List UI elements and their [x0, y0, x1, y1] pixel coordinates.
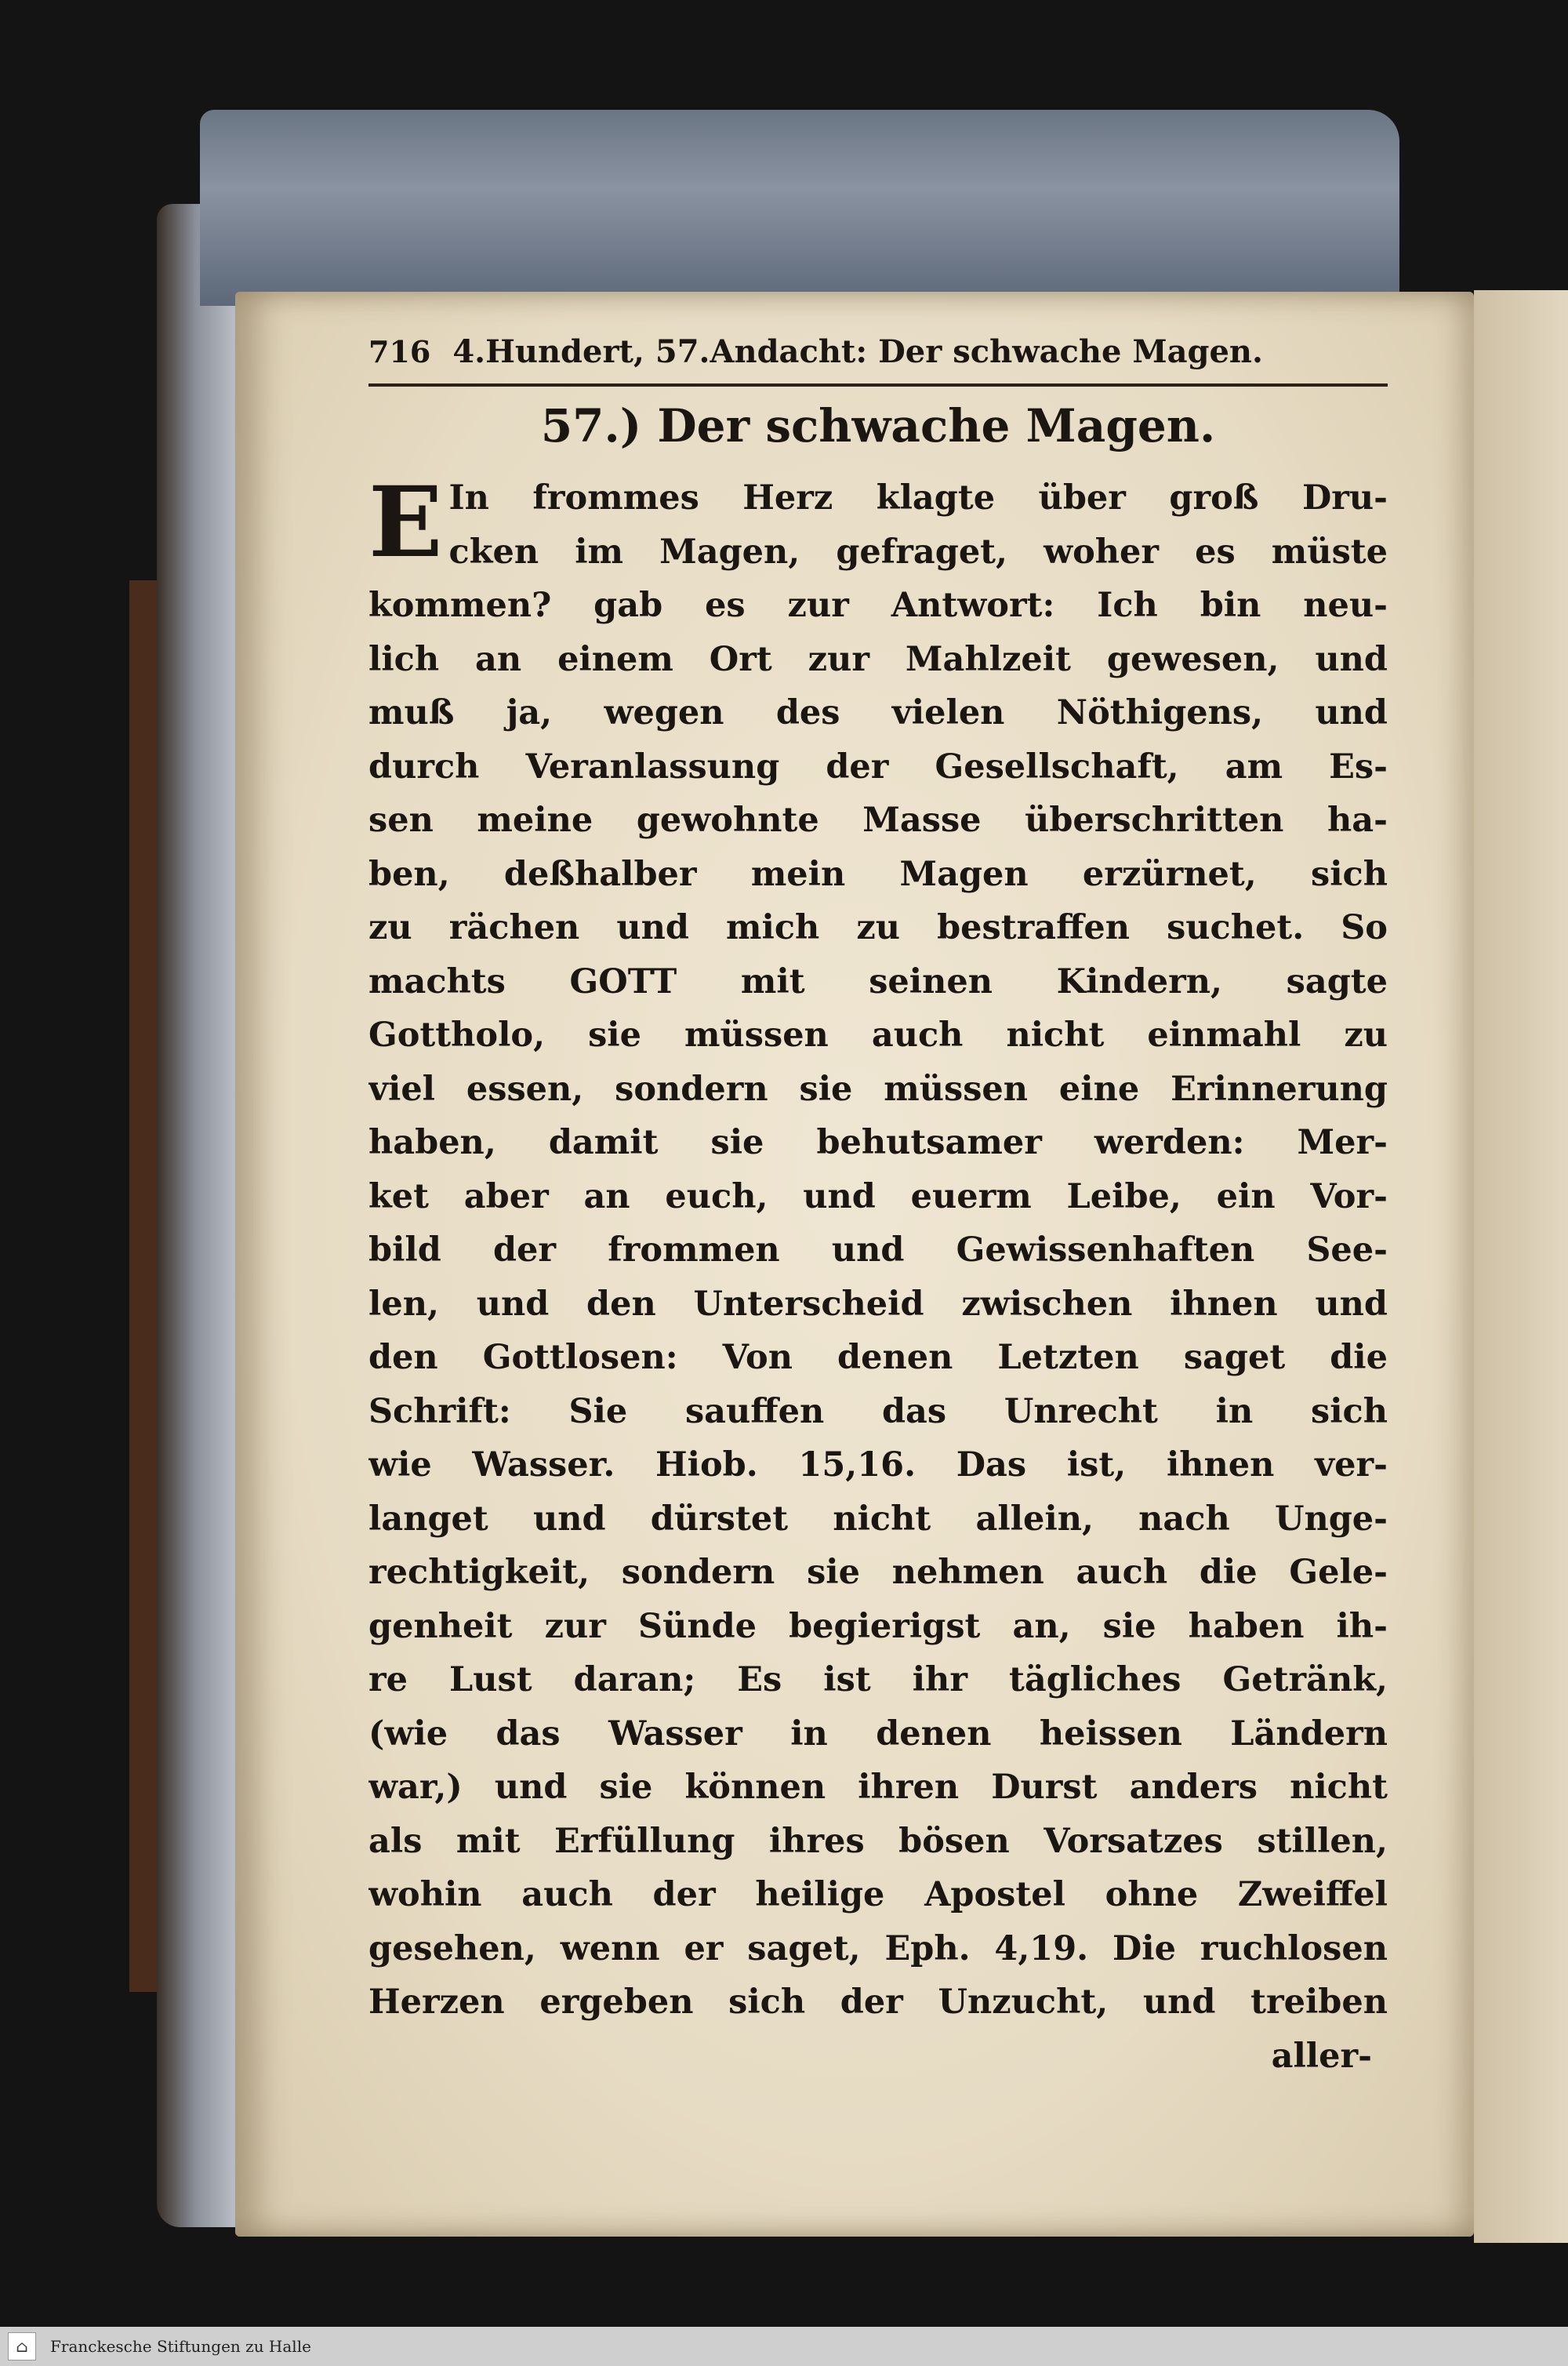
institution-name: Franckesche Stiftungen zu Halle — [50, 2337, 311, 2356]
institution-logo-icon: ⌂ — [8, 2332, 36, 2361]
text-line: bild der frommen und Gewissenhaften See- — [368, 1230, 1388, 1270]
page-text — [368, 333, 1388, 2083]
text-line: langet und dürstet nicht allein, nach Unge- — [368, 1499, 1388, 1539]
text-line: haben, damit sie behutsamer werden: Mer- — [368, 1123, 1388, 1162]
running-title: 4.Hundert, 57.Andacht: Der schwache Magen. — [452, 333, 1263, 370]
text-line: ben, deßhalber mein Magen erzürnet, sich — [368, 854, 1388, 894]
text-line: cken im Magen, gefraget, woher es müste — [448, 532, 1388, 572]
text-line: muß ja, wegen des vielen Nöthigens, und — [368, 693, 1388, 732]
section-heading: 57.) Der schwache Magen. — [540, 399, 1216, 452]
text-line: genheit zur Sünde begierigst an, sie haben ih- — [368, 1606, 1388, 1646]
text-line: re Lust daran; Es ist ihr tägliches Getränk, — [368, 1660, 1388, 1699]
text-line: (wie das Wasser in denen heissen Ländern — [368, 1714, 1388, 1754]
page-number: 716 — [368, 334, 431, 369]
text-line: In frommes Herz klagte über groß Dru- — [448, 478, 1388, 518]
text-line: zu rächen und mich zu bestraffen suchet. So — [368, 908, 1388, 947]
text-line: lich an einem Ort zur Mahlzeit gewesen, und — [368, 639, 1388, 679]
footer-bar — [0, 2327, 1568, 2366]
text-line: als mit Erfüllung ihres bösen Vorsatzes stillen, — [368, 1821, 1388, 1861]
drop-capital: E — [368, 466, 443, 580]
text-line: den Gottlosen: Von denen Letzten saget die — [368, 1338, 1388, 1377]
text-line: Herzen ergeben sich der Unzucht, und treiben — [368, 1983, 1388, 2022]
text-line: len, und den Unterscheid zwischen ihnen und — [368, 1284, 1388, 1324]
text-line: wie Wasser. Hiob. 15,16. Das ist, ihnen ver- — [368, 1445, 1388, 1485]
text-line: sen meine gewohnte Masse überschritten ha- — [368, 801, 1388, 840]
body-text — [368, 466, 1388, 2083]
running-head — [368, 333, 1388, 387]
text-line: gesehen, wenn er saget, Eph. 4,19. Die ruchlosen — [368, 1928, 1388, 1968]
text-line: viel essen, sondern sie müssen eine Erinnerung — [368, 1069, 1388, 1109]
facing-page — [1474, 290, 1568, 2243]
catchword: aller- — [1271, 2036, 1372, 2076]
book-page-edges-top — [200, 110, 1399, 306]
text-line: ket aber an euch, und euerm Leibe, ein Vor- — [368, 1176, 1388, 1216]
text-line: wohin auch der heilige Apostel ohne Zweiffel — [368, 1875, 1388, 1914]
text-line: Schrift: Sie sauffen das Unrecht in sich — [368, 1391, 1388, 1431]
text-line: rechtigkeit, sondern sie nehmen auch die Gele- — [368, 1553, 1388, 1592]
text-line: Gottholo, sie müssen auch nicht einmahl zu — [368, 1016, 1388, 1055]
text-line: machts GOTT mit seinen Kindern, sagte — [368, 961, 1388, 1001]
text-line: war,) und sie können ihren Durst anders nicht — [368, 1768, 1388, 1807]
text-line: kommen? gab es zur Antwort: Ich bin neu- — [368, 586, 1388, 625]
text-line: durch Veranlassung der Gesellschaft, am Es- — [368, 747, 1388, 787]
